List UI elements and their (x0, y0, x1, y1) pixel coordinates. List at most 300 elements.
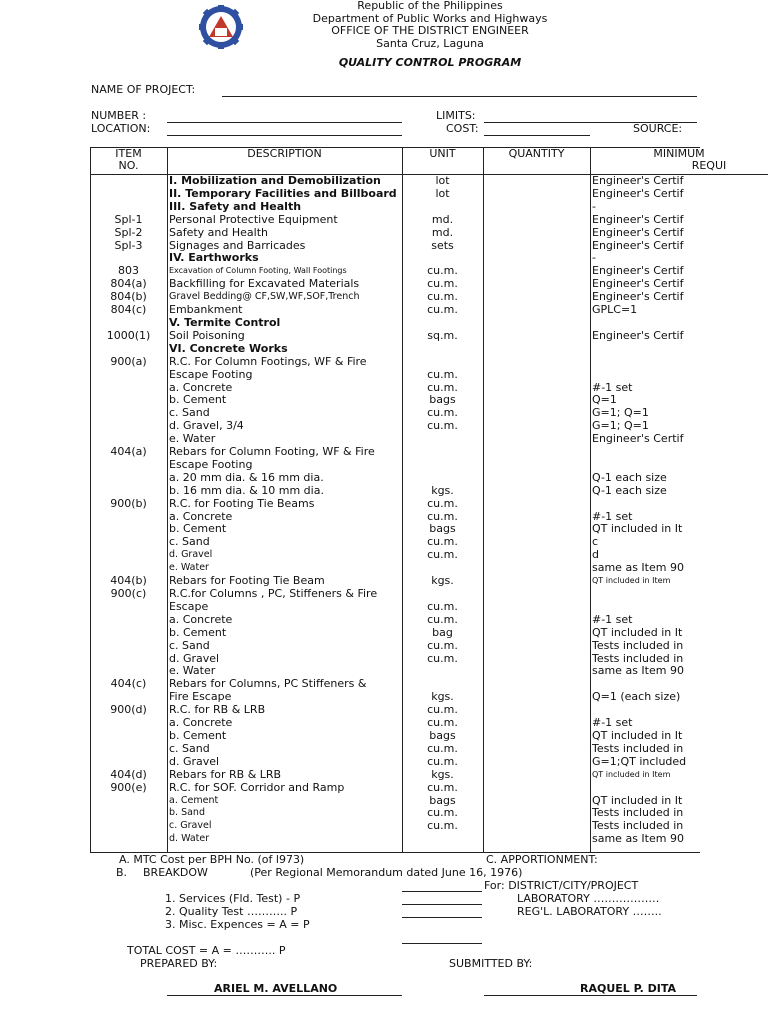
item-cell: 900(b) (110, 497, 147, 510)
item-cell (90, 795, 167, 808)
quantity-cell[interactable] (483, 330, 590, 343)
table-row (90, 678, 768, 691)
requirement-cell (590, 446, 768, 459)
unit-cell: lot (435, 174, 450, 187)
item-cell (90, 511, 167, 524)
description-cell: c. Gravel (169, 820, 212, 832)
table-row (90, 175, 768, 188)
table-row (90, 472, 768, 485)
requirement-cell (590, 369, 768, 382)
unit-cell: cu.m. (427, 265, 458, 278)
item-cell (90, 485, 167, 498)
submitter-signature-line (484, 995, 697, 996)
quantity-cell[interactable] (483, 820, 590, 833)
unit-cell: sq.m. (427, 329, 458, 342)
description-cell: d. Water (169, 833, 210, 845)
requirement-cell: Engineer's Certif (592, 278, 684, 291)
table-row (90, 330, 768, 343)
quantity-cell[interactable] (483, 536, 590, 549)
unit-cell: bags (429, 794, 456, 807)
description-cell: a. Cement (169, 794, 219, 806)
table-row (90, 304, 768, 317)
item-cell (90, 665, 167, 678)
name-of-project-field[interactable] (222, 96, 697, 97)
item-cell (90, 820, 167, 833)
quantity-cell[interactable] (483, 188, 590, 201)
item-cell (90, 343, 167, 356)
requirement-cell: Q=1 (592, 394, 617, 407)
quantity-cell[interactable] (483, 807, 590, 820)
unit-cell (402, 833, 483, 846)
requirement-cell: Engineer's Certif (592, 226, 684, 239)
quantity-cell[interactable] (483, 304, 590, 317)
item-cell (90, 640, 167, 653)
description-cell: d. Gravel (169, 755, 220, 768)
unit-cell: cu.m. (427, 407, 458, 420)
quantity-cell[interactable] (483, 175, 590, 188)
number-field[interactable] (167, 122, 402, 123)
misc-expenses-label: 3. Misc. Expences = A = P (165, 918, 310, 931)
item-cell (90, 369, 167, 382)
description-cell: Personal Protective Equipment (169, 213, 338, 226)
quantity-cell[interactable] (483, 382, 590, 395)
quantity-cell[interactable] (483, 665, 590, 678)
quantity-cell[interactable] (483, 717, 590, 730)
description-cell: R.C. for SOF. Corridor and Ramp (169, 781, 345, 794)
table-row (90, 420, 768, 433)
unit-cell: cu.m. (427, 704, 458, 717)
header-block (270, 0, 590, 50)
description-cell: R.C. for RB & LRB (169, 704, 266, 717)
table-row (90, 227, 768, 240)
name-of-project-label: NAME OF PROJECT: (91, 83, 196, 96)
description-cell: e. Water (169, 433, 216, 446)
description-cell: b. Cement (169, 729, 227, 742)
header-line: OFFICE OF THE DISTRICT ENGINEER (331, 24, 529, 37)
unit-cell: cu.m. (427, 742, 458, 755)
table-row (90, 394, 768, 407)
unit-cell (402, 317, 483, 330)
unit-cell: bags (429, 729, 456, 742)
unit-cell: cu.m. (427, 600, 458, 613)
item-cell: 900(d) (110, 704, 147, 717)
laboratory-label: LABORATORY ……………… (517, 892, 660, 905)
item-cell (90, 549, 167, 562)
item-cell (90, 743, 167, 756)
table-row (90, 665, 768, 678)
quantity-cell[interactable] (483, 459, 590, 472)
quantity-cell[interactable] (483, 756, 590, 769)
unit-cell: cu.m. (427, 497, 458, 510)
unit-cell: cu.m. (427, 304, 458, 317)
quantity-cell[interactable] (483, 369, 590, 382)
breakdown-b-label: B. (116, 866, 128, 879)
requirement-cell: Tests included in (592, 807, 684, 820)
quantity-cell[interactable] (483, 407, 590, 420)
requirement-cell: same as Item 90 (592, 833, 684, 846)
item-cell (90, 833, 167, 846)
requirement-cell: Tests included in (592, 652, 684, 665)
unit-cell: sets (431, 239, 454, 252)
description-cell: e. Water (169, 665, 216, 678)
requirement-cell: c (592, 536, 599, 549)
unit-cell (402, 446, 483, 459)
table-row (90, 575, 768, 588)
unit-cell: cu.m. (427, 510, 458, 523)
quantity-cell[interactable] (483, 575, 590, 588)
unit-cell: cu.m. (427, 807, 458, 820)
requirement-cell: QT included in It (592, 523, 683, 536)
unit-cell: cu.m. (427, 639, 458, 652)
item-cell (90, 730, 167, 743)
description-cell: a. Concrete (169, 717, 233, 730)
unit-cell (402, 472, 483, 485)
table-row (90, 601, 768, 614)
unit-cell: md. (431, 226, 454, 239)
requirement-cell: same as Item 90 (592, 665, 684, 678)
table-row (90, 820, 768, 833)
description-cell: Excavation of Column Footing, Wall Footings (169, 266, 347, 276)
unit-cell (402, 665, 483, 678)
description-cell: d. Gravel (169, 652, 220, 665)
table-row (90, 485, 768, 498)
description-cell: R.C.for Columns , PC, Stiffeners & Fire (169, 588, 378, 600)
unit-cell: cu.m. (427, 652, 458, 665)
requirement-cell: #-1 set (592, 510, 633, 523)
table-row (90, 188, 768, 201)
unit-cell (402, 588, 483, 601)
quantity-cell[interactable] (483, 291, 590, 304)
total-cost-label: TOTAL COST = A = ……….. P (127, 944, 286, 957)
mtc-cost-label: A. MTC Cost per BPH No. (of l973) (119, 853, 305, 866)
requirement-cell: QT included in It (592, 729, 683, 742)
quantity-cell[interactable] (483, 343, 590, 356)
requirement-cell: Engineer's Certif (592, 329, 684, 342)
unit-cell: cu.m. (427, 420, 458, 433)
item-cell: Spl-1 (114, 213, 143, 226)
quantity-cell[interactable] (483, 523, 590, 536)
requirement-cell (590, 343, 768, 356)
requirement-cell: - (592, 200, 596, 213)
description-cell: a. 20 mm dia. & 16 mm dia. (169, 471, 324, 484)
table-row (90, 549, 768, 562)
item-cell (90, 691, 167, 704)
services-field[interactable] (402, 904, 482, 905)
requirement-cell (590, 678, 768, 691)
item-cell: 804(b) (110, 291, 147, 304)
limits-label: LIMITS: (436, 109, 476, 122)
quantity-cell[interactable] (483, 640, 590, 653)
table-row (90, 691, 768, 704)
requirement-cell: G=1;QT included (592, 755, 687, 768)
quantity-cell[interactable] (483, 278, 590, 291)
requirement-cell: Tests included in (592, 742, 684, 755)
quantity-cell[interactable] (483, 498, 590, 511)
table-row (90, 214, 768, 227)
table-row (90, 317, 768, 330)
header-line: Republic of the Philippines (357, 0, 503, 12)
table-row (90, 433, 768, 446)
unit-cell: bags (429, 523, 456, 536)
item-cell (90, 382, 167, 395)
requirement-cell: #-1 set (592, 613, 633, 626)
item-cell (90, 317, 167, 330)
unit-cell (402, 201, 483, 214)
item-cell (90, 175, 167, 188)
description-cell: d. Gravel (169, 549, 213, 561)
quantity-cell[interactable] (483, 394, 590, 407)
services-label: 1. Services (Fld. Test) - P (165, 892, 301, 905)
table-row (90, 407, 768, 420)
unit-cell: cu.m. (427, 781, 458, 794)
description-cell: b. 16 mm dia. & 10 mm dia. (169, 484, 324, 497)
description-cell: a. Concrete (169, 510, 233, 523)
unit-cell: lot (435, 187, 450, 200)
table-row (90, 588, 768, 601)
dpwh-logo (185, 4, 257, 50)
unit-cell: cu.m. (427, 278, 458, 291)
table-row (90, 201, 768, 214)
unit-cell: kgs. (431, 768, 454, 781)
description-cell: Signages and Barricades (169, 239, 306, 252)
description-cell: Escape Footing (169, 368, 253, 381)
description-cell: Soil Poisoning (169, 329, 245, 342)
submitter-name: RAQUEL P. DITA (580, 982, 677, 995)
preparer-name: ARIEL M. AVELLANO (214, 982, 338, 995)
item-cell (90, 653, 167, 666)
item-cell: 404(d) (110, 768, 147, 781)
quality-control-table (90, 148, 768, 846)
header-line: Santa Cruz, Laguna (376, 36, 484, 50)
quantity-cell[interactable] (483, 704, 590, 717)
quantity-cell[interactable] (483, 485, 590, 498)
item-cell (90, 188, 167, 201)
column-header-requirement: MINIMUM REQUI (590, 148, 768, 175)
quantity-cell[interactable] (483, 795, 590, 808)
quantity-cell[interactable] (483, 730, 590, 743)
requirement-cell: d (592, 549, 599, 562)
table-row (90, 627, 768, 640)
quantity-cell[interactable] (483, 317, 590, 330)
breakdown-label: BREAKDOW (143, 866, 208, 879)
table-row (90, 743, 768, 756)
table-row (90, 498, 768, 511)
requirement-cell: QT included in Item (592, 769, 671, 779)
description-cell: V. Termite Control (169, 316, 281, 329)
item-cell (90, 394, 167, 407)
document-title: QUALITY CONTROL PROGRAM (338, 56, 522, 69)
description-cell: b. Cement (169, 626, 227, 639)
quantity-cell[interactable] (483, 678, 590, 691)
item-cell (90, 807, 167, 820)
item-cell (90, 420, 167, 433)
regl-laboratory-label: REG'L. LABORATORY …….. (517, 905, 662, 918)
requirement-cell: Engineer's Certif (592, 174, 684, 187)
description-cell: II. Temporary Facilities and Billboard (169, 187, 397, 200)
item-cell (90, 562, 167, 575)
quantity-cell[interactable] (483, 252, 590, 265)
table-row (90, 459, 768, 472)
description-cell: IV. Earthworks (169, 252, 259, 265)
item-cell: Spl-3 (114, 239, 143, 252)
description-cell: c. Sand (169, 742, 210, 755)
description-cell: c. Sand (169, 407, 210, 420)
quantity-cell[interactable] (483, 446, 590, 459)
item-cell (90, 252, 167, 265)
table-row (90, 536, 768, 549)
requirement-cell (590, 704, 768, 717)
table-row (90, 653, 768, 666)
unit-cell: bags (429, 394, 456, 407)
item-cell (90, 717, 167, 730)
quantity-cell[interactable] (483, 433, 590, 446)
unit-cell (402, 356, 483, 369)
unit-cell: cu.m. (427, 368, 458, 381)
table-row (90, 782, 768, 795)
table-row (90, 446, 768, 459)
unit-cell: kgs. (431, 484, 454, 497)
item-cell (90, 407, 167, 420)
requirement-cell: Engineer's Certif (592, 187, 684, 200)
quantity-cell[interactable] (483, 214, 590, 227)
quantity-cell[interactable] (483, 356, 590, 369)
description-cell: Backfilling for Excavated Materials (169, 278, 360, 291)
quantity-cell[interactable] (483, 511, 590, 524)
description-cell: Rebars for RB & LRB (169, 768, 282, 781)
description-cell: R.C. for Footing Tie Beams (169, 497, 315, 510)
cost-field[interactable] (484, 135, 590, 136)
item-cell (90, 601, 167, 614)
table-header-row (90, 148, 768, 175)
table-row (90, 704, 768, 717)
quantity-cell[interactable] (483, 240, 590, 253)
for-district-label: For: DISTRICT/CITY/PROJECT (484, 879, 639, 892)
item-cell (90, 201, 167, 214)
unit-cell: cu.m. (427, 613, 458, 626)
quantity-cell[interactable] (483, 601, 590, 614)
unit-cell: md. (431, 213, 454, 226)
location-field[interactable] (167, 135, 402, 136)
quantity-cell[interactable] (483, 653, 590, 666)
requirement-cell (590, 317, 768, 330)
quantity-cell[interactable] (483, 201, 590, 214)
requirement-cell (590, 782, 768, 795)
unit-cell (402, 678, 483, 691)
item-cell (90, 433, 167, 446)
requirement-cell: Engineer's Certif (592, 291, 684, 304)
description-cell: I. Mobilization and Demobilization (169, 174, 381, 187)
item-cell (90, 756, 167, 769)
item-cell: 803 (118, 265, 139, 278)
requirement-cell: Engineer's Certif (592, 239, 684, 252)
table-row (90, 252, 768, 265)
quantity-cell[interactable] (483, 614, 590, 627)
requirement-cell: #-1 set (592, 381, 633, 394)
requirement-cell: Engineer's Certif (592, 213, 684, 226)
item-cell: 404(c) (110, 678, 147, 691)
quantity-cell[interactable] (483, 691, 590, 704)
description-cell: a. Concrete (169, 381, 233, 394)
description-cell: Safety and Health (169, 226, 268, 239)
description-cell: b. Cement (169, 394, 227, 407)
description-cell: Rebars for Footing Tie Beam (169, 575, 325, 588)
quantity-cell[interactable] (483, 562, 590, 575)
requirement-cell (590, 459, 768, 472)
quantity-cell[interactable] (483, 833, 590, 846)
description-cell: Escape Footing (169, 458, 253, 471)
quantity-cell[interactable] (483, 472, 590, 485)
item-cell: 900(a) (110, 355, 147, 368)
table-row (90, 511, 768, 524)
preparer-signature-line (167, 995, 402, 996)
table-row (90, 562, 768, 575)
description-cell: d. Gravel, 3/4 (169, 420, 244, 433)
quantity-cell[interactable] (483, 549, 590, 562)
unit-cell (402, 252, 483, 265)
requirement-cell: G=1; Q=1 (592, 420, 649, 433)
requirement-cell: same as Item 90 (592, 562, 684, 575)
number-label: NUMBER : (91, 109, 147, 122)
requirement-cell: Q=1 (each size) (592, 691, 681, 704)
column-header-unit: UNIT (402, 148, 483, 175)
misc-field[interactable] (402, 943, 482, 944)
requirement-cell (590, 601, 768, 614)
column-header-description: DESCRIPTION (167, 148, 402, 175)
location-label: LOCATION: (91, 122, 151, 135)
unit-cell: cu.m. (427, 755, 458, 768)
cost-label: COST: (446, 122, 479, 135)
description-cell: c. Sand (169, 639, 210, 652)
quantity-cell[interactable] (483, 420, 590, 433)
table-row (90, 278, 768, 291)
item-cell (90, 459, 167, 472)
quantity-cell[interactable] (483, 588, 590, 601)
blank-line (402, 891, 482, 892)
description-cell: b. Sand (169, 807, 205, 819)
requirement-cell: QT included in It (592, 794, 683, 807)
item-cell (90, 536, 167, 549)
table-row (90, 369, 768, 382)
table-row (90, 356, 768, 369)
quantity-cell[interactable] (483, 769, 590, 782)
description-cell: e. Water (169, 562, 209, 574)
item-cell (90, 523, 167, 536)
quantity-cell[interactable] (483, 782, 590, 795)
quantity-cell[interactable] (483, 743, 590, 756)
unit-cell: cu.m. (427, 549, 458, 562)
quantity-cell[interactable] (483, 265, 590, 278)
quality-test-field[interactable] (402, 917, 482, 918)
unit-cell: bag (432, 626, 453, 639)
description-cell: b. Cement (169, 523, 227, 536)
requirement-cell: - (592, 252, 596, 265)
table-row (90, 807, 768, 820)
item-cell: 900(c) (110, 588, 147, 600)
item-cell: 804(c) (110, 304, 147, 317)
table-row (90, 265, 768, 278)
unit-cell: cu.m. (427, 291, 458, 304)
description-cell: R.C. For Column Footings, WF & Fire (169, 355, 367, 368)
table-row (90, 614, 768, 627)
quantity-cell[interactable] (483, 227, 590, 240)
requirement-cell: Tests included in (592, 820, 684, 833)
table-row (90, 343, 768, 356)
description-cell: Fire Escape (169, 691, 232, 704)
item-cell: 1000(1) (106, 329, 151, 342)
requirement-cell: GPLC=1 (592, 304, 638, 317)
table-row (90, 523, 768, 536)
quantity-cell[interactable] (483, 627, 590, 640)
